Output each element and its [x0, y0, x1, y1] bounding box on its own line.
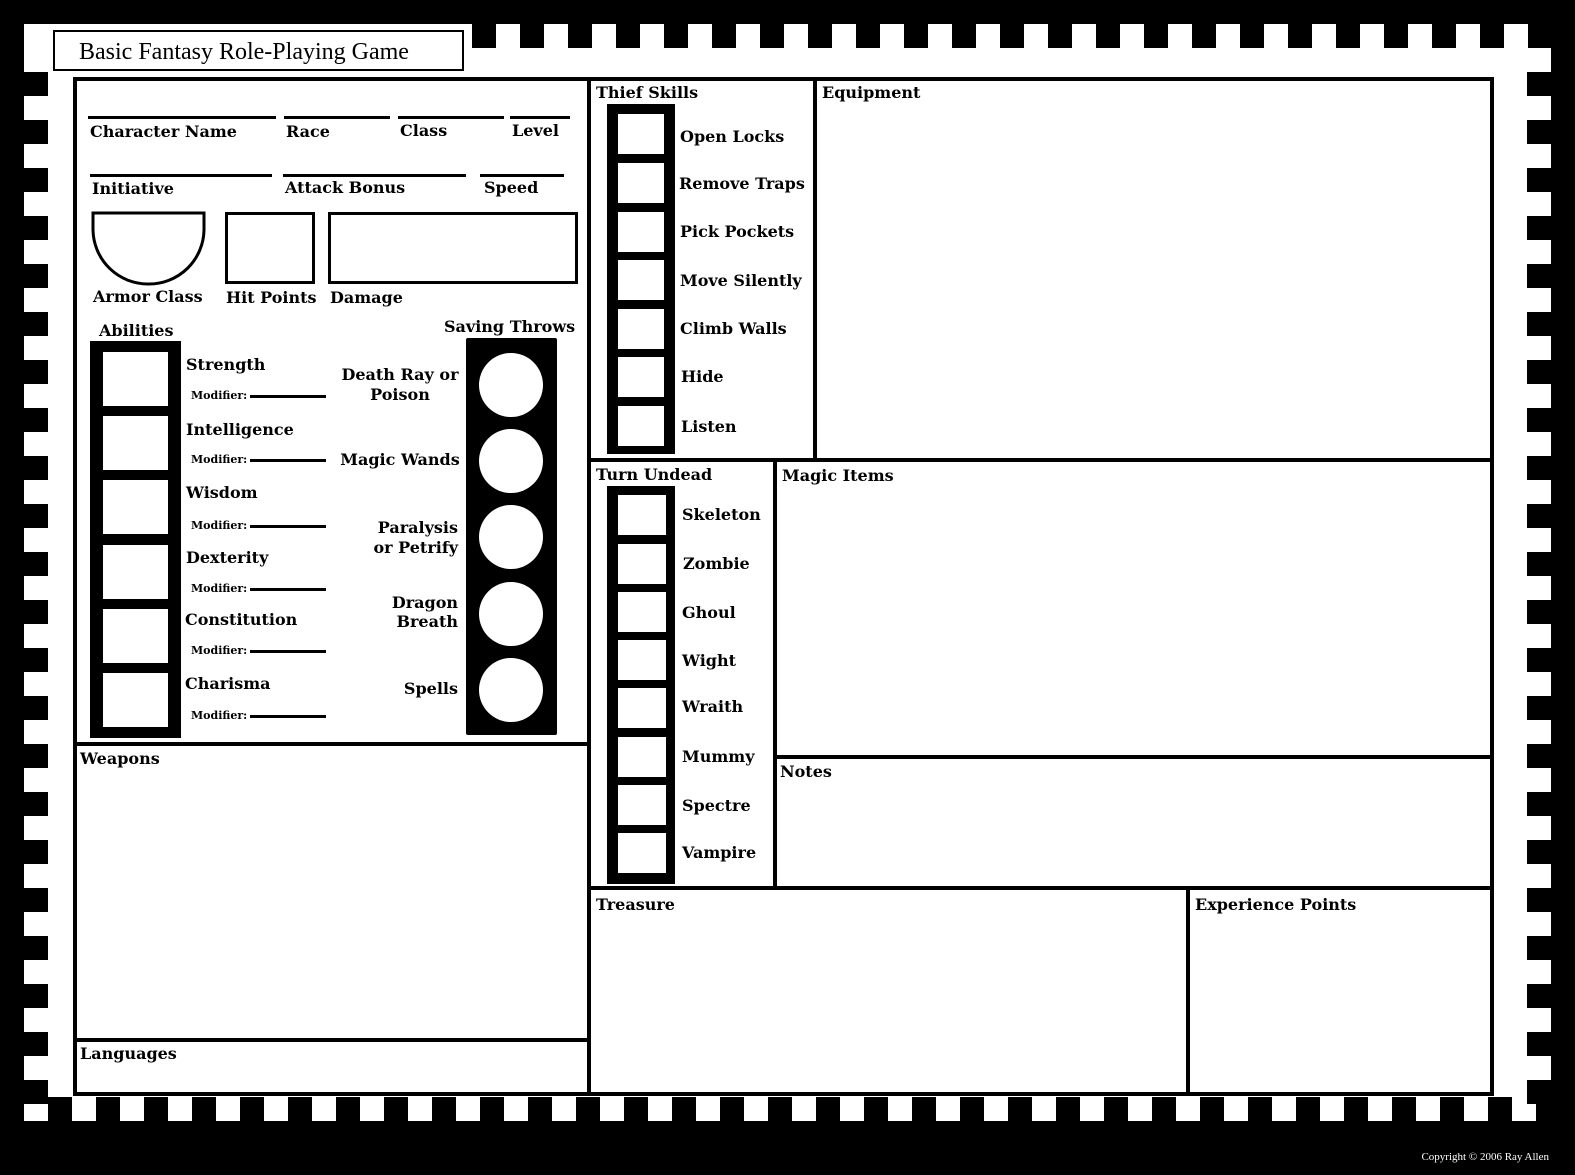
weapons-title: Weapons	[80, 749, 160, 768]
damage-label: Damage	[330, 288, 403, 307]
languages-area[interactable]	[80, 1064, 585, 1090]
class-label: Class	[400, 121, 448, 140]
sheet-title: Basic Fantasy Role-Playing Game	[53, 30, 464, 71]
treasure-title: Treasure	[596, 895, 675, 914]
remove-traps-box[interactable]	[618, 163, 664, 203]
mummy-box[interactable]	[618, 737, 666, 777]
turn-undead-title: Turn Undead	[596, 465, 713, 484]
wisdom-modifier-line[interactable]	[250, 525, 326, 528]
speed-label: Speed	[484, 178, 539, 197]
strength-score-box[interactable]	[103, 352, 168, 406]
save-death-ray-line2: Poison	[370, 385, 430, 404]
save-dragon-breath-line1: Dragon	[391, 593, 458, 612]
race-label: Race	[286, 122, 330, 141]
attack-bonus-label: Attack Bonus	[285, 178, 406, 197]
wraith-box[interactable]	[618, 688, 666, 728]
thief-open-locks-label: Open Locks	[680, 127, 785, 146]
thief-climb-walls-label: Climb Walls	[680, 319, 787, 338]
save-spells-line1: Spells	[403, 679, 458, 698]
intelligence-score-box[interactable]	[103, 416, 168, 470]
level-label: Level	[512, 121, 559, 140]
charisma-modifier-line[interactable]	[250, 715, 326, 718]
climb-walls-box[interactable]	[618, 309, 664, 349]
wisdom-modifier-label: Modifier:	[191, 519, 248, 532]
wisdom-score-box[interactable]	[103, 480, 168, 534]
save-death-ray-line1: Death Ray or	[341, 365, 459, 384]
ability-constitution-label: Constitution	[185, 610, 298, 629]
undead-zombie-label: Zombie	[683, 554, 750, 573]
initiative-label: Initiative	[92, 179, 174, 198]
hit-points-label: Hit Points	[226, 288, 317, 307]
race-line[interactable]	[284, 116, 390, 119]
hide-box[interactable]	[618, 357, 664, 397]
magic-items-area[interactable]	[780, 486, 1486, 753]
thief-listen-label: Listen	[681, 417, 737, 436]
armor-class-shield-icon[interactable]	[90, 210, 210, 290]
dexterity-modifier-line[interactable]	[250, 588, 326, 591]
dragon-breath-save-circle[interactable]	[479, 582, 543, 646]
undead-wraith-label: Wraith	[682, 697, 744, 716]
notes-title: Notes	[780, 762, 832, 781]
character-name-label: Character Name	[90, 122, 237, 141]
thief-remove-traps-label: Remove Traps	[679, 174, 805, 193]
skeleton-box[interactable]	[618, 495, 666, 535]
treasure-area[interactable]	[594, 915, 1184, 1090]
thief-hide-label: Hide	[681, 367, 724, 386]
dexterity-score-box[interactable]	[103, 545, 168, 599]
move-silently-box[interactable]	[618, 260, 664, 300]
saving-throws-title: Saving Throws	[444, 317, 576, 336]
constitution-modifier-line[interactable]	[250, 650, 326, 653]
speed-line[interactable]	[480, 174, 564, 177]
vampire-box[interactable]	[618, 833, 666, 873]
ability-dexterity-label: Dexterity	[186, 548, 269, 567]
open-locks-box[interactable]	[618, 114, 664, 154]
wight-box[interactable]	[618, 640, 666, 680]
initiative-line[interactable]	[90, 174, 272, 177]
equipment-title: Equipment	[822, 83, 921, 102]
magic-items-title: Magic Items	[782, 466, 894, 485]
hit-points-box[interactable]	[225, 212, 315, 284]
save-magic-wands-line1: Magic Wands	[340, 450, 460, 469]
save-paralysis-line2: or Petrify	[373, 538, 458, 557]
zombie-box[interactable]	[618, 544, 666, 584]
charisma-modifier-label: Modifier:	[191, 709, 248, 722]
pick-pockets-box[interactable]	[618, 212, 664, 252]
ghoul-box[interactable]	[618, 592, 666, 632]
experience-points-area[interactable]	[1192, 915, 1486, 1090]
thief-skills-title: Thief Skills	[596, 83, 699, 102]
equipment-area[interactable]	[820, 104, 1486, 456]
listen-box[interactable]	[618, 406, 664, 446]
magic-wands-save-circle[interactable]	[479, 429, 543, 493]
constitution-modifier-label: Modifier:	[191, 644, 248, 657]
strength-modifier-label: Modifier:	[191, 389, 248, 402]
undead-wight-label: Wight	[682, 651, 736, 670]
undead-skeleton-label: Skeleton	[682, 505, 761, 524]
damage-box[interactable]	[328, 212, 578, 284]
paralysis-save-circle[interactable]	[479, 505, 543, 569]
undead-vampire-label: Vampire	[682, 843, 757, 862]
armor-class-label: Armor Class	[93, 287, 203, 306]
abilities-title: Abilities	[99, 321, 174, 340]
ability-charisma-label: Charisma	[185, 674, 271, 693]
spectre-box[interactable]	[618, 785, 666, 825]
strength-modifier-line[interactable]	[250, 395, 326, 398]
experience-points-title: Experience Points	[1195, 895, 1357, 914]
class-line[interactable]	[398, 116, 504, 119]
level-line[interactable]	[510, 116, 570, 119]
undead-mummy-label: Mummy	[682, 747, 755, 766]
attack-bonus-line[interactable]	[283, 174, 466, 177]
copyright-text: Copyright © 2006 Ray Allen	[1421, 1151, 1549, 1163]
save-paralysis-line1: Paralysis	[377, 518, 458, 537]
ability-intelligence-label: Intelligence	[186, 420, 294, 439]
thief-move-silently-label: Move Silently	[680, 271, 802, 290]
dexterity-modifier-label: Modifier:	[191, 582, 248, 595]
intelligence-modifier-label: Modifier:	[191, 453, 248, 466]
undead-ghoul-label: Ghoul	[682, 603, 736, 622]
spells-save-circle[interactable]	[479, 658, 543, 722]
ability-wisdom-label: Wisdom	[186, 483, 258, 502]
ability-strength-label: Strength	[186, 355, 266, 374]
languages-title: Languages	[80, 1044, 177, 1063]
weapons-area[interactable]	[80, 770, 585, 1036]
character-name-line[interactable]	[88, 116, 276, 119]
undead-spectre-label: Spectre	[682, 796, 751, 815]
save-dragon-breath-line2: Breath	[396, 612, 458, 631]
thief-pick-pockets-label: Pick Pockets	[680, 222, 795, 241]
notes-area[interactable]	[780, 782, 1486, 884]
charisma-score-box[interactable]	[103, 673, 168, 727]
intelligence-modifier-line[interactable]	[250, 459, 326, 462]
constitution-score-box[interactable]	[103, 609, 168, 663]
death-ray-save-circle[interactable]	[479, 353, 543, 417]
